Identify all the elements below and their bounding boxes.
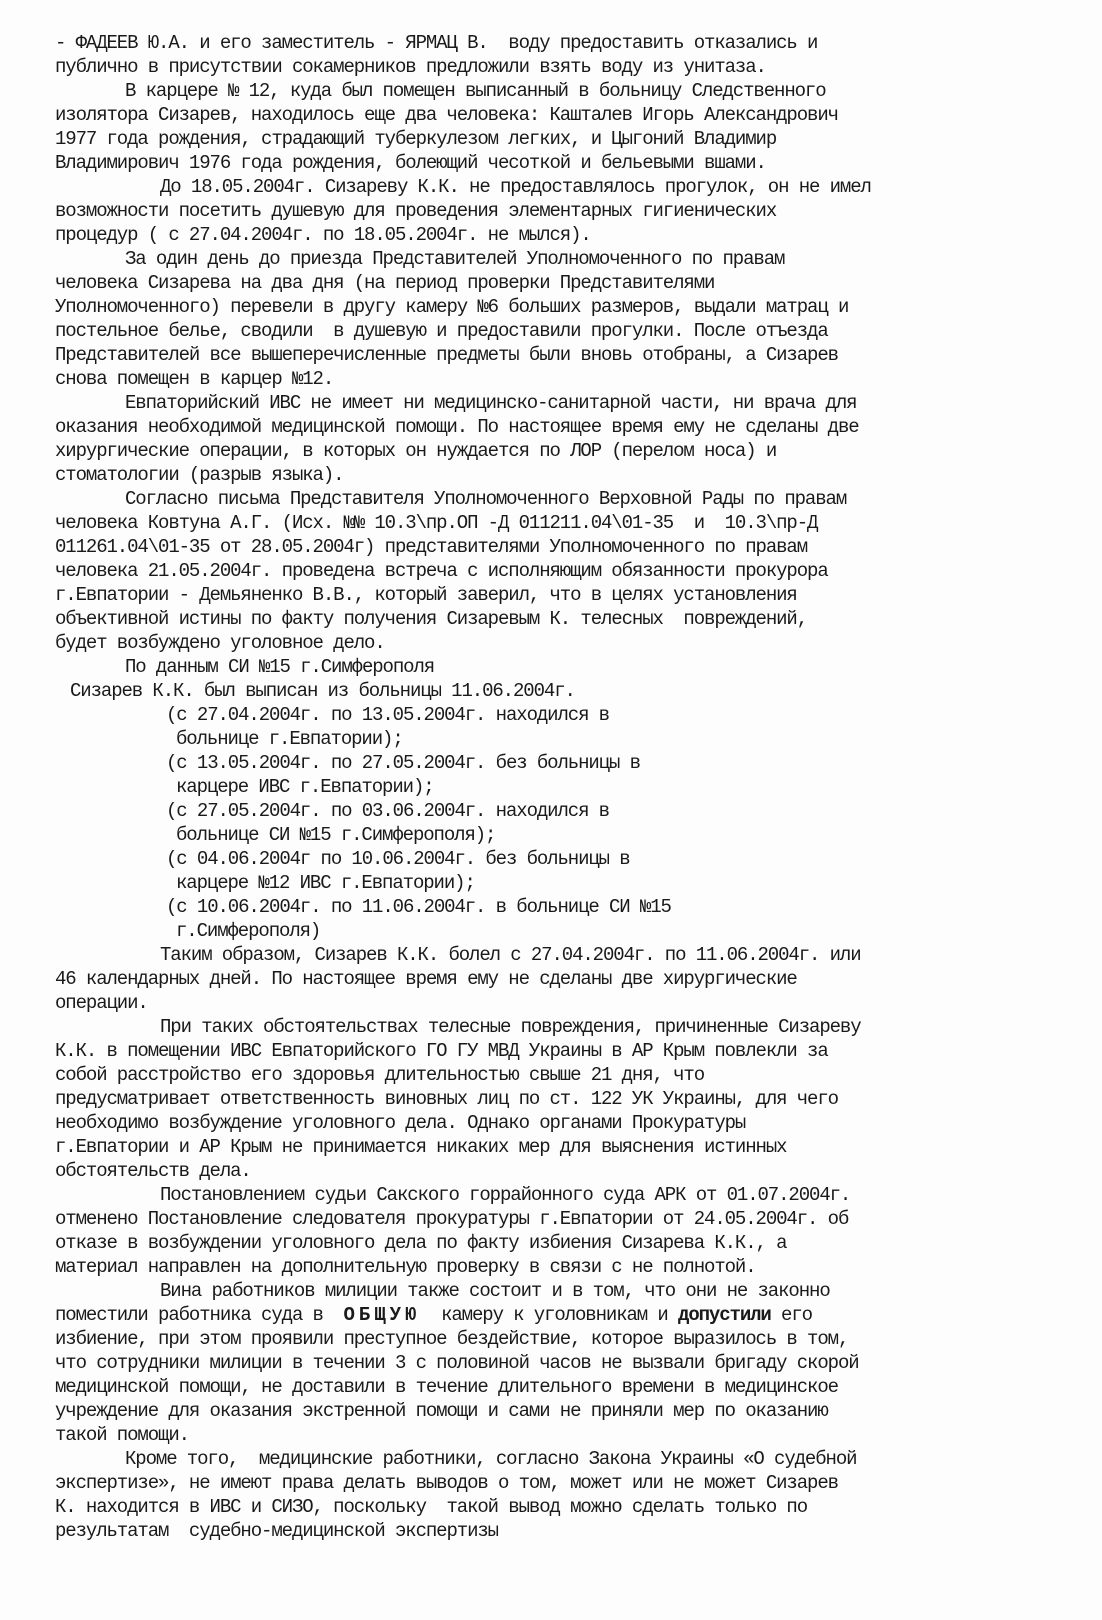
text-line: Согласно письма Представителя Уполномоченного Верховной Рады по правам [125,488,847,510]
list-item: (с 27.05.2004г. по 03.06.2004г. находился в [166,800,609,822]
text-line: Вина работников милиции также состоит и в том, что они не законно [160,1280,830,1302]
text-line: предусматривает ответственность виновных лиц по ст. 122 УК Украины, для чего [55,1088,838,1110]
text-line: постельное белье, сводили в душевую и предоставили прогулки. После отъезда [55,320,828,342]
text-line: процедур ( с 27.04.2004г. по 18.05.2004г. не мылся). [55,224,591,246]
text-line: оказания необходимой медицинской помощи. По настоящее время ему не сделаны две [55,416,859,438]
text-line: Евпаторийский ИВС не имеет ни медицинско-санитарной части, ни врача для [125,392,857,414]
text-line: что сотрудники милиции в течении 3 с половиной часов не вызвали бригаду скорой [55,1352,859,1374]
text-line: медицинской помощи, не доставили в течение длительного времени в медицинское [55,1376,838,1398]
text-line: Кроме того, медицинские работники, согласно Закона Украины «О судебной [125,1448,857,1470]
list-item: (с 13.05.2004г. по 27.05.2004г. без больницы в [166,752,640,774]
list-item: карцере ИВС г.Евпатории); [176,776,434,798]
text-line: отказе в возбуждении уголовного дела по факту избиения Сизарева К.К., а [55,1232,787,1254]
text-line: такой помощи. [55,1424,189,1446]
text-line: 46 календарных дней. По настоящее время ему не сделаны две хирургические [55,968,797,990]
text-line: изолятора Сизарев, находилось еще два человека: Кашталев Игорь Александрович [55,104,838,126]
text-line: г.Евпатории - Демьяненко В.В., который заверил, что в целях установления [55,584,797,606]
list-item: больнице СИ №15 г.Симферополя); [176,824,496,846]
text-line: Постановлением судьи Сакского горрайонного суда АРК от 01.07.2004г. [160,1184,851,1206]
text-line: В карцере № 12, куда был помещен выписанный в больницу Следственного [125,80,826,102]
text-line: экспертизе», не имеют права делать выводов о том, может или не может Сизарев [55,1472,838,1494]
text-line: публично в присутствии сокамерников предложили взять воду из унитаза. [55,56,766,78]
emphasized-word: ОБЩУЮ [343,1304,421,1326]
text-line: объективной истины по факту получения Сизаревым К. телесных повреждений, [55,608,808,630]
text-line: результатам судебно-медицинской экспертизы [55,1520,498,1542]
text-line: Владимирович 1976 года рождения, болеющий чесоткой и бельевыми вшами. [55,152,766,174]
bold-word: допустили [678,1304,771,1326]
text-line: - ФАДЕЕВ Ю.А. и его заместитель - ЯРМАЦ В. воду предоставить отказались и [55,32,818,54]
text-line [55,1303,812,1327]
text-line: 011261.04\01-35 от 28.05.2004г) представителями Уполномоченного по правам [55,536,808,558]
text-line: материал направлен на дополнительную проверку в связи с не полнотой. [55,1256,756,1278]
text-line: Представителей все вышеперечисленные предметы были вновь отобраны, а Сизарев [55,344,838,366]
text-run: его [770,1304,812,1326]
list-item: карцере №12 ИВС г.Евпатории); [176,872,475,894]
text-line: К.К. в помещении ИВС Евпаторийского ГО ГУ МВД Украины в АР Крым повлекли за [55,1040,828,1062]
text-line: До 18.05.2004г. Сизареву К.К. не предоставлялось прогулок, он не имел [160,176,871,198]
text-line: возможности посетить душевую для проведения элементарных гигиенических [55,200,777,222]
text-run: камеру к уголовникам и [420,1304,679,1326]
text-line: будет возбуждено уголовное дело. [55,632,385,654]
text-line: г.Евпатории и АР Крым не принимается никаких мер для выяснения истинных [55,1136,787,1158]
text-line: По данным СИ №15 г.Симферополя [125,656,435,678]
text-line: избиение, при этом проявили преступное бездействие, которое выразилось в том, [55,1328,849,1350]
text-line: обстоятельств дела. [55,1160,251,1182]
text-line: человека 21.05.2004г. проведена встреча с исполняющим обязанности прокурора [55,560,828,582]
list-item: (с 04.06.2004г по 10.06.2004г. без больницы в [166,848,630,870]
text-line: За один день до приезда Представителей Уполномоченного по правам [125,248,785,270]
text-line: стоматологии (разрыв языка). [55,464,344,486]
text-line: При таких обстоятельствах телесные повреждения, причиненные Сизареву [160,1016,861,1038]
text-line: человека Ковтуна А.Г. (Исх. №№ 10.3\пр.ОП -Д 011211.04\01-35 и 10.3\пр-Д [55,512,818,534]
text-line: человека Сизарева на два дня (на период проверки Представителями [55,272,715,294]
text-run: поместили работника суда в [55,1304,344,1326]
text-line: 1977 года рождения, страдающий туберкулезом легких, и Цыгоний Владимир [55,128,777,150]
list-item: (с 27.04.2004г. по 13.05.2004г. находился в [166,704,609,726]
text-line: Таким образом, Сизарев К.К. болел с 27.04.2004г. по 11.06.2004г. или [160,944,861,966]
text-line: необходимо возбуждение уголовного дела. Однако органами Прокуратуры [55,1112,746,1134]
list-item: больнице г.Евпатории); [176,728,403,750]
text-line: отменено Постановление следователя прокуратуры г.Евпатории от 24.05.2004г. об [55,1208,849,1230]
text-line: операции. [55,992,148,1014]
text-line: Уполномоченного) перевели в другу камеру №6 больших размеров, выдали матрац и [55,296,849,318]
list-item: (с 10.06.2004г. по 11.06.2004г. в больнице СИ №15 [166,896,671,918]
text-line: собой расстройство его здоровья длительностью свыше 21 дня, что [55,1064,705,1086]
text-line: снова помещен в карцер №12. [55,368,334,390]
text-line: К. находится в ИВС и СИЗО, поскольку такой вывод можно сделать только по [55,1496,808,1518]
text-line: Сизарев К.К. был выписан из больницы 11.06.2004г. [70,680,575,702]
text-line: хирургические операции, в которых он нуждается по ЛОР (перелом носа) и [55,440,777,462]
list-item: г.Симферополя) [176,920,321,942]
text-line: учреждение для оказания экстренной помощи и сами не приняли мер по оказанию [55,1400,828,1422]
